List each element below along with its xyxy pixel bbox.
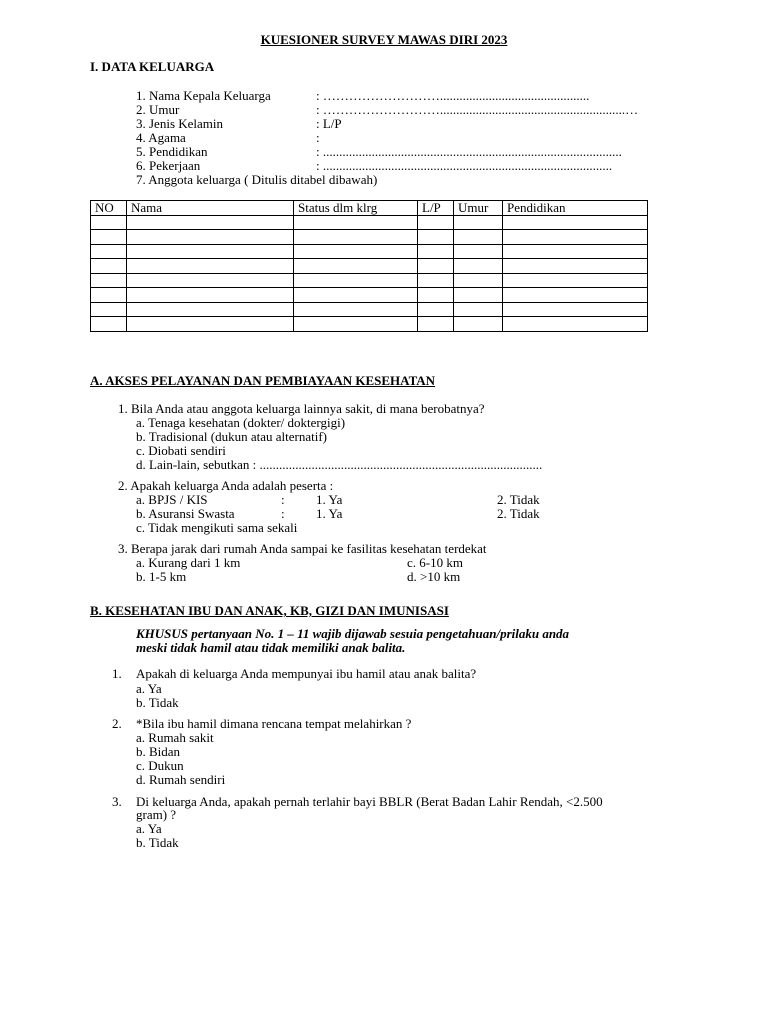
table-cell[interactable] (91, 230, 127, 245)
table-cell[interactable] (454, 215, 503, 230)
table-cell[interactable] (503, 288, 648, 303)
table-cell[interactable] (418, 302, 454, 317)
table-header-row (91, 201, 648, 216)
table-cell[interactable] (294, 230, 418, 245)
table-cell[interactable] (503, 215, 648, 230)
table-cell[interactable] (503, 230, 648, 245)
field-label: 3. Jenis Kelamin (136, 116, 224, 131)
field-value: : ……………………….........................................................… (316, 102, 639, 117)
table-cell[interactable] (91, 302, 127, 317)
question-text: 3. Berapa jarak dari rumah Anda sampai ke fasilitas kesehatan terdekat (118, 541, 487, 556)
table-row (91, 302, 648, 317)
table-cell[interactable] (294, 244, 418, 259)
answer-option[interactable]: c. Dukun (136, 758, 184, 773)
column-header-umur: Umur (454, 201, 503, 216)
table-cell[interactable] (418, 244, 454, 259)
table-cell[interactable] (454, 288, 503, 303)
answer-option[interactable]: a. Ya (136, 681, 162, 696)
table-cell[interactable] (418, 230, 454, 245)
table-cell[interactable] (127, 273, 294, 288)
instruction-note: meski tidak hamil atau tidak memiliki anak balita. (136, 640, 406, 655)
question-text-continued: gram) ? (136, 807, 177, 822)
table-cell[interactable] (454, 273, 503, 288)
table-cell[interactable] (418, 215, 454, 230)
answer-option-yes[interactable]: 1. Ya (316, 492, 343, 507)
table-cell[interactable] (454, 302, 503, 317)
table-cell[interactable] (454, 259, 503, 274)
answer-option[interactable]: b. Tidak (136, 695, 179, 710)
answer-option[interactable]: d. Lain-lain, sebutkan : ....................................................................................... (136, 457, 543, 472)
table-cell[interactable] (127, 317, 294, 332)
question-number: 1. (112, 666, 122, 681)
table-cell[interactable] (418, 273, 454, 288)
table-row (91, 215, 648, 230)
table-cell[interactable] (418, 317, 454, 332)
table-cell[interactable] (294, 288, 418, 303)
answer-option[interactable]: d. Rumah sendiri (136, 772, 226, 787)
field-label: 5. Pendidikan (136, 144, 208, 159)
field-value: : (316, 130, 320, 145)
table-row (91, 244, 648, 259)
table-cell[interactable] (503, 317, 648, 332)
table-cell[interactable] (127, 302, 294, 317)
table-cell[interactable] (127, 230, 294, 245)
answer-option-no[interactable]: 2. Tidak (497, 492, 540, 507)
answer-option[interactable]: b. Bidan (136, 744, 181, 759)
table-cell[interactable] (91, 215, 127, 230)
answer-option[interactable]: a. Rumah sakit (136, 730, 214, 745)
field-label: 4. Agama (136, 130, 186, 145)
table-cell[interactable] (127, 288, 294, 303)
answer-label: a. BPJS / KIS (136, 492, 208, 507)
answer-option[interactable]: d. >10 km (407, 569, 461, 584)
field-label: 1. Nama Kepala Keluarga (136, 88, 271, 103)
table-cell[interactable] (127, 244, 294, 259)
column-header-status: Status dlm klrg (294, 201, 418, 216)
table-cell[interactable] (91, 259, 127, 274)
field-value: : ............................................................................................ (316, 144, 622, 159)
table-cell[interactable] (454, 230, 503, 245)
answer-option[interactable]: b. 1-5 km (136, 569, 187, 584)
table-cell[interactable] (503, 273, 648, 288)
question-text: 1. Bila Anda atau anggota keluarga lainnya sakit, di mana berobatnya? (118, 401, 485, 416)
answer-option[interactable]: b. Tradisional (dukun atau alternatif) (136, 429, 327, 444)
answer-option[interactable]: a. Tenaga kesehatan (dokter/ doktergigi) (136, 415, 346, 430)
section-a-heading: A. AKSES PELAYANAN DAN PEMBIAYAAN KESEHATAN (90, 373, 436, 388)
table-cell[interactable] (127, 215, 294, 230)
field-value: : ……………………….............................................. (316, 88, 590, 103)
answer-option[interactable]: c. 6-10 km (407, 555, 463, 570)
field-value: : ......................................................................................... (316, 158, 613, 173)
table-cell[interactable] (503, 259, 648, 274)
table-cell[interactable] (503, 302, 648, 317)
field-label: 6. Pekerjaan (136, 158, 201, 173)
table-cell[interactable] (418, 259, 454, 274)
question-number: 3. (112, 794, 122, 809)
answer-option[interactable]: c. Diobati sendiri (136, 443, 226, 458)
table-cell[interactable] (91, 317, 127, 332)
question-text: Apakah di keluarga Anda mempunyai ibu hamil atau anak balita? (136, 666, 477, 681)
table-cell[interactable] (294, 259, 418, 274)
answer-option-no[interactable]: 2. Tidak (497, 506, 540, 521)
answer-option[interactable]: c. Tidak mengikuti sama sekali (136, 520, 298, 535)
table-cell[interactable] (454, 317, 503, 332)
table-cell[interactable] (454, 244, 503, 259)
table-cell[interactable] (294, 273, 418, 288)
question-text: Di keluarga Anda, apakah pernah terlahir bayi BBLR (Berat Badan Lahir Rendah, <2.500 (136, 794, 603, 809)
column-header-no: NO (91, 201, 127, 216)
section-b-heading: B. KESEHATAN IBU DAN ANAK, KB, GIZI DAN IMUNISASI (90, 603, 449, 618)
section-data-keluarga-heading: I. DATA KELUARGA (90, 59, 215, 74)
table-row (91, 273, 648, 288)
column-header-lp: L/P (418, 201, 454, 216)
answer-colon: : (281, 492, 285, 507)
table-row (91, 230, 648, 245)
table-cell[interactable] (91, 273, 127, 288)
table-row (91, 259, 648, 274)
family-members-note: 7. Anggota keluarga ( Ditulis ditabel dibawah) (136, 172, 378, 187)
family-members-table (90, 200, 648, 332)
table-cell[interactable] (294, 302, 418, 317)
instruction-note: KHUSUS pertanyaan No. 1 – 11 wajib dijawab sesuia pengetahuan/prilaku anda (136, 626, 570, 641)
table-cell[interactable] (294, 317, 418, 332)
table-row (91, 317, 648, 332)
answer-option[interactable]: a. Kurang dari 1 km (136, 555, 241, 570)
table-cell[interactable] (91, 288, 127, 303)
field-value: : L/P (316, 116, 342, 131)
answer-label: b. Asuransi Swasta (136, 506, 235, 521)
table-cell[interactable] (418, 288, 454, 303)
table-cell[interactable] (294, 215, 418, 230)
document-title: KUESIONER SURVEY MAWAS DIRI 2023 (260, 32, 508, 47)
answer-option[interactable]: a. Ya (136, 821, 162, 836)
table-cell[interactable] (91, 244, 127, 259)
question-text: *Bila ibu hamil dimana rencana tempat melahirkan ? (136, 716, 412, 731)
column-header-pendidikan: Pendidikan (503, 201, 648, 216)
question-text: 2. Apakah keluarga Anda adalah peserta : (118, 478, 334, 493)
table-row (91, 288, 648, 303)
column-header-nama: Nama (127, 201, 294, 216)
answer-option[interactable]: b. Tidak (136, 835, 179, 850)
question-number: 2. (112, 716, 122, 731)
answer-option-yes[interactable]: 1. Ya (316, 506, 343, 521)
answer-colon: : (281, 506, 285, 521)
table-cell[interactable] (503, 244, 648, 259)
table-cell[interactable] (127, 259, 294, 274)
field-label: 2. Umur (136, 102, 180, 117)
